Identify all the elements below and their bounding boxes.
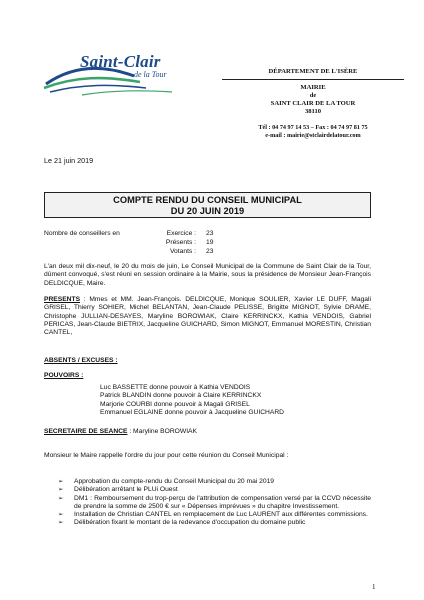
agenda-item-text: Approbation du compte-rendu du Conseil Municipal du 20 mai 2019 xyxy=(74,478,275,485)
presents-list: : Mmes et MM. Jean-François. DELDICQUE, Monique SOULIER, Xavier LE DUFF, Magali GRISEL, Thierry SOHIER, Michel BELANTAN, Jean-Claude PELISSE, Brigitte MIGNOT, Sylvie DRAME, Christophe JULLIAN-DESAYES, Maryline BOROWIAK, Claire KERRINCKX, Kathia VENDOIS, Gabriel PERICAS, Jean-Claude BIETRIX, Jacqueline GUICHARD, Simon MIGNOT, Emmanuel MORESTIN, Christian CANTEL, xyxy=(44,296,371,337)
agenda-item xyxy=(58,519,371,527)
logo-waves-graphic xyxy=(42,62,182,98)
count-key: Votants : xyxy=(169,248,196,255)
logo-sub-text: de la Tour xyxy=(134,70,167,79)
agenda-intro: Monsieur le Maire rappelle l'ordre du jour pour cette réunion du Conseil Municipal : xyxy=(44,452,289,459)
arrow-bullet-icon: ➢ xyxy=(58,511,64,519)
agenda-item xyxy=(58,495,371,512)
postcode: 38110 xyxy=(304,108,322,115)
counts-label: Nombre de conseillers en xyxy=(44,230,120,237)
pouvoir-item: Marjorie COURBI donne pouvoir à Magali GRISEL xyxy=(100,400,250,408)
pouvoirs-list xyxy=(100,384,284,417)
presents-label: PRESENTS xyxy=(44,296,81,303)
agenda-item xyxy=(58,511,371,519)
document-title-box xyxy=(44,192,371,218)
page-number: 1 xyxy=(372,583,376,591)
arrow-bullet-icon: ➢ xyxy=(58,486,64,494)
count-row xyxy=(148,230,244,238)
pouvoir-item: Luc BASSETTE donne pouvoir à Kathia VENDOIS xyxy=(100,384,251,391)
count-value: 19 xyxy=(206,239,214,246)
logo-brand-text: Saint-Clair xyxy=(80,52,161,71)
arrow-bullet-icon: ➢ xyxy=(58,519,64,527)
count-value: 23 xyxy=(206,230,214,237)
secretaire-line xyxy=(44,428,197,436)
commune-logo xyxy=(42,48,182,98)
mairie-de: de xyxy=(309,92,317,99)
department-name: DÉPARTEMENT DE L'ISÈRE xyxy=(268,68,358,75)
pouvoir-item: Emmanuel EGLAINE donne pouvoir à Jacqueline GUICHARD xyxy=(100,408,284,416)
agenda-item-text: DM1 : Remboursement du trop-perçu de l'attribution de compensation versé par la CCVD nécessite de prendre la somme de 2500 € sur « Dépenses imprévues » du chapitre Investissement. xyxy=(74,494,371,510)
agenda-item-text: Délibération arrêtant le PLUi Ouest xyxy=(74,486,178,494)
count-key: Présents : xyxy=(165,239,196,246)
title-line-1: COMPTE RENDU DU CONSEIL MUNICIPAL xyxy=(113,195,302,205)
pouvoir-item: Patrick BLANDIN donne pouvoir à Claire KERRINCKX xyxy=(100,392,262,400)
absents-heading xyxy=(44,357,118,365)
email: e-mail : mairie@stclairdelatour.com xyxy=(265,132,361,139)
agenda-item xyxy=(58,478,371,486)
count-key: Exercice : xyxy=(166,230,196,237)
secretaire-name: : Maryline BOROWIAK xyxy=(127,428,197,435)
pouvoirs-label: POUVOIRS : xyxy=(44,372,84,379)
count-row xyxy=(148,248,244,256)
mairie-header xyxy=(218,68,408,140)
presents-paragraph xyxy=(44,296,371,337)
count-value: 23 xyxy=(206,248,214,255)
agenda-item xyxy=(58,486,371,494)
arrow-bullet-icon: ➢ xyxy=(58,478,64,485)
tel-fax: Tél : 04 74 97 14 53 – Fax : 04 74 97 81 75 xyxy=(258,124,368,131)
agenda-item-text: Délibération fixant le montant de la redevance d'occupation du domaine public xyxy=(74,519,306,527)
pouvoirs-heading xyxy=(44,372,83,380)
absents-label: ABSENTS / EXCUSES : xyxy=(44,357,118,364)
agenda-item-text: Installation de Christian CANTEL en remplacement de Luc LAURENT aux différentes commissions. xyxy=(74,511,368,519)
header-divider xyxy=(222,79,404,80)
mairie-label: MAIRIE xyxy=(300,84,326,91)
commune-name: SAINT CLAIR DE LA TOUR xyxy=(270,100,356,107)
secretaire-label: SECRETAIRE DE SEANCE xyxy=(44,428,128,435)
document-date: Le 21 juin 2019 xyxy=(44,156,94,165)
count-row xyxy=(148,239,244,247)
agenda-list xyxy=(58,478,371,528)
title-line-2: DU 20 JUIN 2019 xyxy=(170,206,245,216)
arrow-bullet-icon: ➢ xyxy=(58,494,64,502)
intro-paragraph: L'an deux mil dix-neuf, le 20 du mois de juin, Le Conseil Municipal de la Commune de Saint Clair de la Tour, dûment convoqué, s'est réuni en session ordinaire à la Mairie, sous la présidence de Monsieur Jean-François DELDICQUE, Maire. xyxy=(44,263,371,287)
